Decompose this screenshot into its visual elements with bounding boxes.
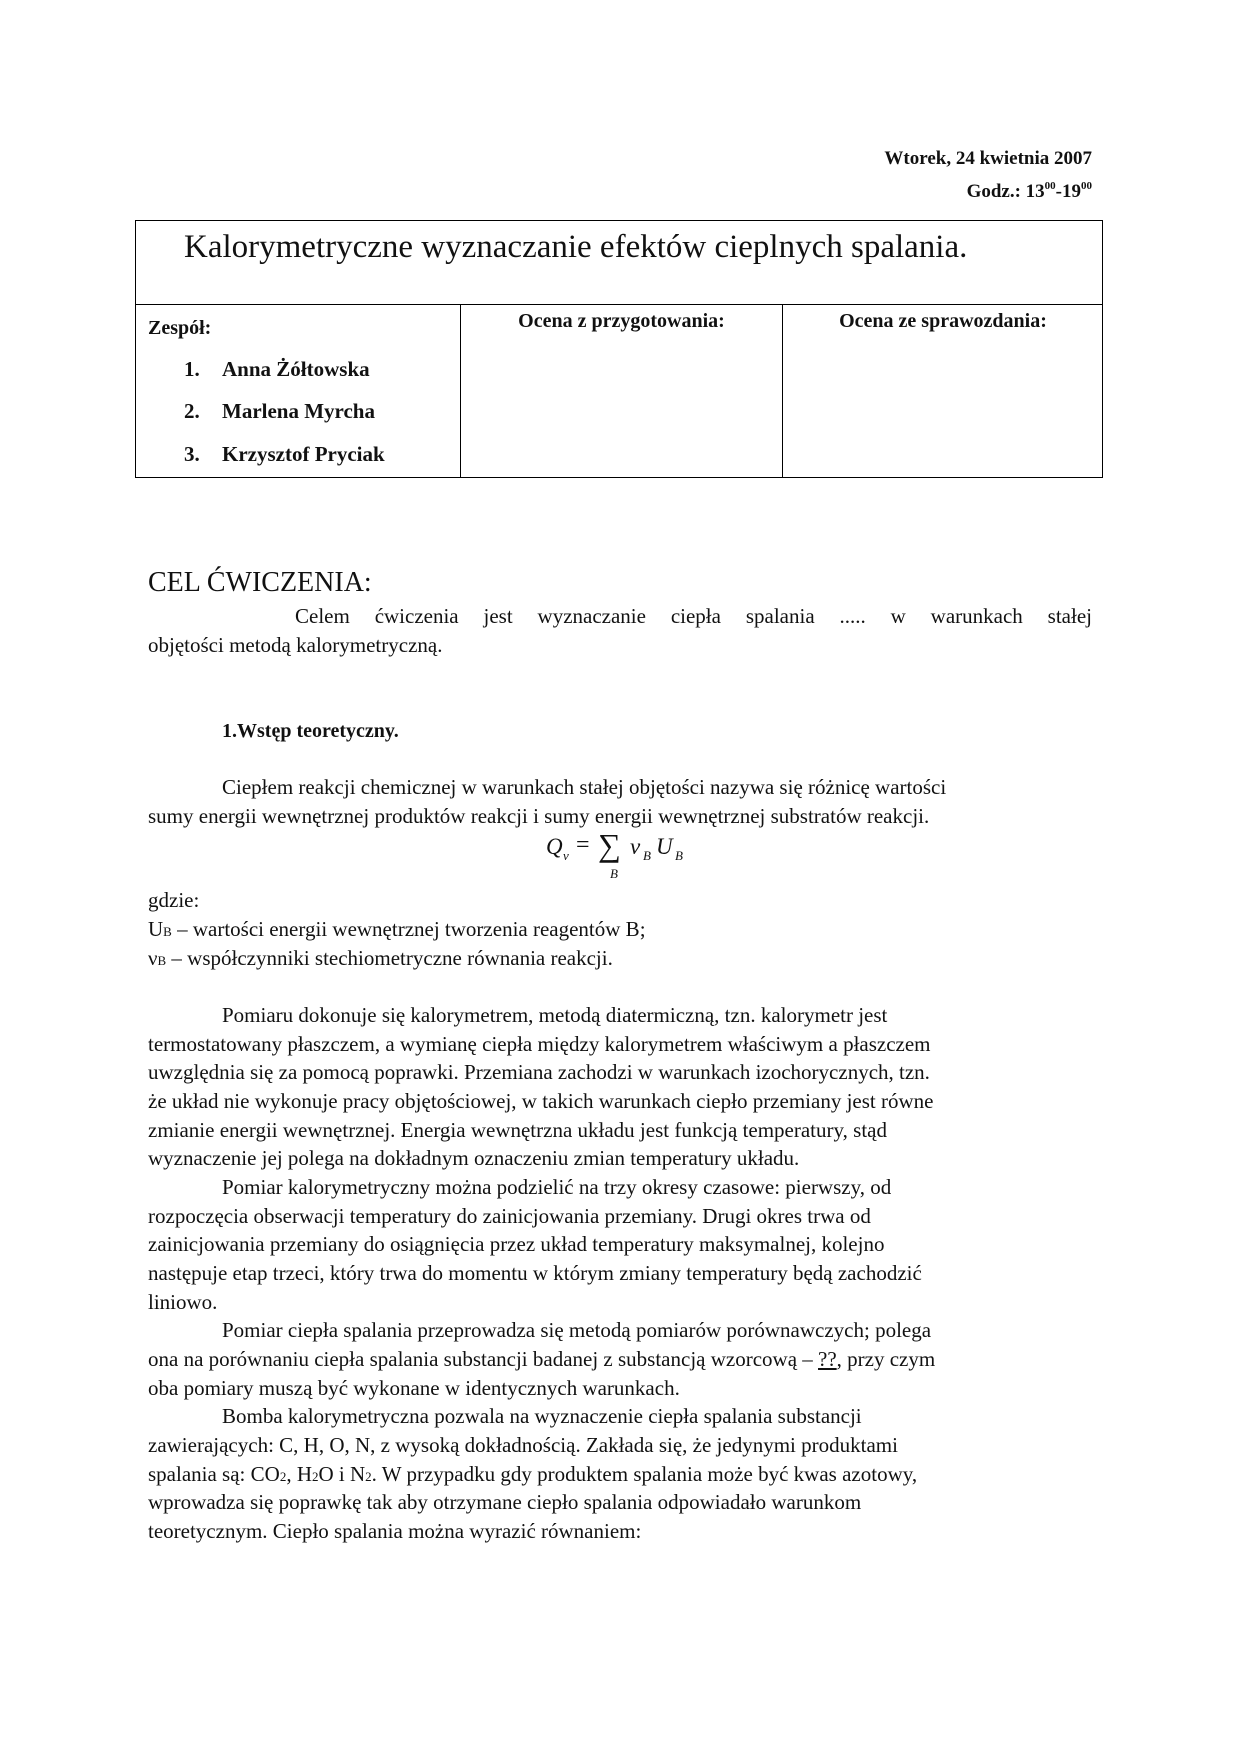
theory-p2-line: wyznaczenie jej polega na dokładnym oznaczeniu zmian temperatury układu. xyxy=(148,1146,800,1170)
team-member: 1. Anna Żółtowska xyxy=(184,357,370,381)
report-grade-cell xyxy=(783,305,1103,478)
theory-p3-line: rozpoczęcia obserwacji temperatury do zainicjowania przemiany. Drugi okres trwa od xyxy=(148,1204,871,1228)
theory-heading: 1.Wstęp teoretyczny. xyxy=(222,720,399,742)
where-label: gdzie: xyxy=(148,888,200,912)
theory-p3-line: następuje etap trzeci, który trwa do momentu w którym zmiany temperatury będą zachodzić xyxy=(148,1261,922,1285)
report-grade-label: Ocena ze sprawozdania: xyxy=(839,310,1047,332)
header-time: Godz.: $13^{00}-19^{00}$ xyxy=(966,180,1092,202)
theory-p5-line-2: zawierających: C, H, O, N, z wysoką dokładnością. Zakłada się, że jedynymi produktami xyxy=(148,1433,898,1457)
team-cell xyxy=(136,305,461,478)
team-member: 2. Marlena Myrcha xyxy=(184,399,375,423)
theory-p5-line-5: teoretycznym. Ciepło spalania można wyrazić równaniem: xyxy=(148,1519,642,1543)
theory-p5-line-1: Bomba kalorymetryczna pozwala na wyznaczenie ciepła spalania substancji xyxy=(222,1404,862,1428)
theory-p2-line: zmianie energii wewnętrznej. Energia wewnętrzna układu jest funkcją temperatury, stąd xyxy=(148,1118,887,1142)
formula: Q v = ∑ B ν B U B xyxy=(546,827,683,881)
definition-nu: νB – współczynniki stechiometryczne równania reakcji. xyxy=(148,946,613,970)
prep-grade-label: Ocena z przygotowania: xyxy=(518,310,725,332)
theory-p5-line-4: wprowadza się poprawkę tak aby otrzymane ciepło spalania odpowiadało warunkom xyxy=(148,1490,862,1514)
placeholder-mark: ?? xyxy=(818,1347,837,1371)
definition-u: UB – wartości energii wewnętrznej tworzenia reagentów B; xyxy=(148,917,646,941)
theory-p3-line: Pomiar kalorymetryczny można podzielić na trzy okresy czasowe: pierwszy, od xyxy=(222,1175,892,1199)
theory-p3-line: zainicjowania przemiany do osiągnięcia przez układ temperatury maksymalnej, kolejno xyxy=(148,1232,885,1256)
theory-p2-line: że układ nie wykonuje pracy objętościowej, w takich warunkach ciepło przemiany jest równe xyxy=(148,1089,934,1113)
theory-p1-line-1: Ciepłem reakcji chemicznej w warunkach stałej objętości nazywa się różnicę wartości xyxy=(222,775,947,799)
team-label: Zespół: xyxy=(148,317,212,339)
header-date: Wtorek, 24 kwietnia 2007 xyxy=(884,148,1092,169)
theory-p4-line-1: Pomiar ciepła spalania przeprowadza się metodą pomiarów porównawczych; polega xyxy=(222,1318,932,1342)
aim-line-2: objętości metodą kalorymetryczną. xyxy=(148,633,443,657)
theory-p2-line: Pomiaru dokonuje się kalorymetrem, metodą diatermiczną, tzn. kalorymetr jest xyxy=(222,1003,888,1027)
theory-p3-line: liniowo. xyxy=(148,1290,218,1314)
document-title: Kalorymetryczne wyznaczanie efektów cieplnych spalania. xyxy=(136,221,1102,305)
aim-title: CEL ĆWICZENIA: xyxy=(148,567,372,598)
aim-line-1: Celem ćwiczenia jest wyznaczanie ciepła spalania ..... w warunkach stałej xyxy=(295,604,1092,628)
prep-grade-cell xyxy=(461,305,783,478)
sum-icon: ∑ xyxy=(598,827,621,863)
title-table xyxy=(135,220,1103,478)
team-member: 3. Krzysztof Pryciak xyxy=(184,442,385,466)
formula-q: Q xyxy=(546,834,563,859)
theory-p4-line-3: oba pomiary muszą być wykonane w identycznych warunkach. xyxy=(148,1376,680,1400)
theory-p2-line: uwzględnia się za pomocą poprawki. Przemiana zachodzi w warunkach izochorycznych, tzn. xyxy=(148,1060,930,1084)
theory-p4-line-2: ona na porównaniu ciepła spalania substancji badanej z substancją wzorcową – ??, przy czym xyxy=(148,1347,936,1371)
theory-p2-line: termostatowany płaszczem, a wymianę ciepła między kalorymetrem właściwym a płaszczem xyxy=(148,1032,931,1056)
theory-p5-line-3: spalania są: CO2, H2O i N2. W przypadku gdy produktem spalania może być kwas azotowy, xyxy=(148,1462,918,1486)
theory-p1-line-2: sumy energii wewnętrznej produktów reakcji i sumy energii wewnętrznej substratów reakcji. xyxy=(148,804,930,828)
